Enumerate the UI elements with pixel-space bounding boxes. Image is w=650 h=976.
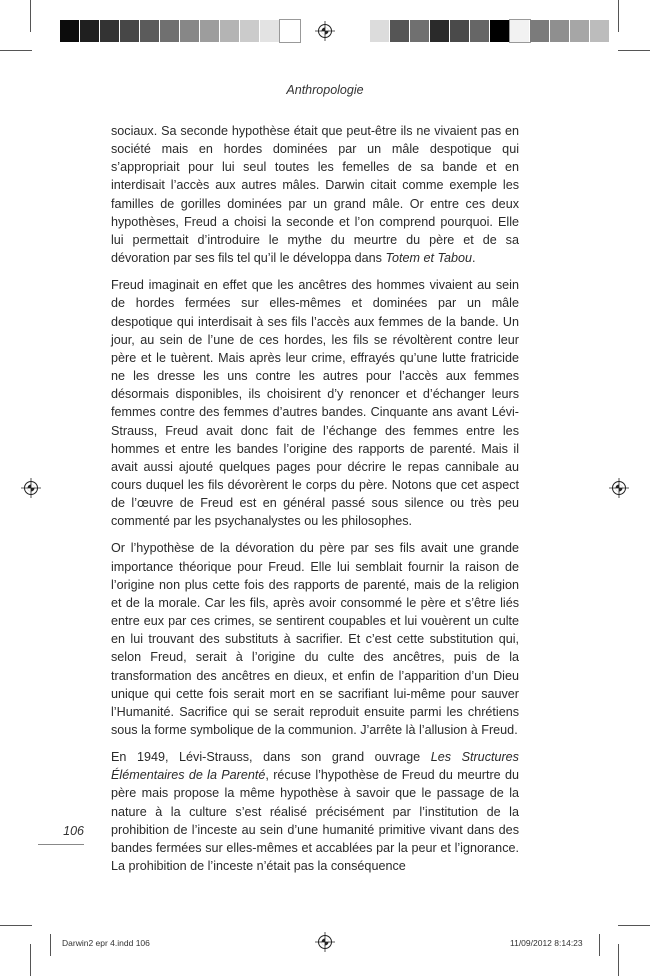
crop-mark <box>618 925 650 926</box>
color-swatch <box>180 20 200 42</box>
color-swatch <box>220 20 240 42</box>
registration-target-icon <box>315 21 335 41</box>
color-swatch <box>60 20 80 42</box>
registration-target-icon <box>21 478 41 498</box>
italic-title: Les Structures Élémentaires de la Parenté <box>111 750 519 783</box>
crop-mark <box>618 50 650 51</box>
color-swatch <box>80 20 100 42</box>
running-head: Anthropologie <box>286 83 364 97</box>
text-run: Freud imaginait en effet que les ancêtres des hommes vivaient au sein de hordes fermées sur elles-mêmes et dominées par un mâle despotique qui interdisait à ses fils l’accès aux femmes de la bande. Un jour, au sein de l’une de ces hordes, les fils se révoltèrent contre leur père et le tuèrent. Mais après leur crime, effrayés qu’une lutte fratricide ne les dresse les uns contre les autres pour l’accès aux femmes désormais disponibles, ils choisirent d’y renoncer et d’échanger leurs femmes contre des femmes d’autres bandes. Cinquante ans avant Lévi-Strauss, Freud avait donc fait de l’échange des femmes entre les hommes et entre les bandes l’origine des rapports de parenté. Mais il avait aussi ajouté quelques pages pour décrire le repas cannibale au cours duquel les fils dévorèrent le corps du père. Notons que cet aspect de l’œuvre de Freud est en général passé sous silence ou très peu commenté par les psychanalystes ou les philosophes. <box>111 278 519 529</box>
text-run: Or l’hypothèse de la dévoration du père par ses fils avait une grande importance théorique pour Freud. Elle lui semblait fournir la raison de l’origine non plus cette fois des rapports de parenté, mais de la religion et de la morale. Car les fils, après avoir consommé le père et s’être liés entre eux par ces crimes, se sentirent coupables et lui vouèrent un culte en lui trouvant des substituts à sacrifier. Et c’est cette substitution qui, selon Freud, serait à l’origine du culte des ancêtres, puis de la transformation des ancêtres en dieux, et enfin de l’apparition d’un Dieu unique qui cette fois serait mort en se sacrifiant lui-même pour sauver l’Humanité. Sacrifice qui se serait reproduit ensuite parmi les chrétiens sous la forme symbolique de la communion. J’arrête là l’allusion à Freud. <box>111 541 519 737</box>
color-swatch <box>280 20 300 42</box>
paragraph <box>111 539 519 739</box>
color-swatch <box>530 20 550 42</box>
text-run: . <box>472 251 476 266</box>
body-text <box>111 122 519 884</box>
crop-mark <box>30 944 31 976</box>
crop-mark <box>0 50 32 51</box>
color-swatch <box>120 20 140 42</box>
color-swatch <box>260 20 280 42</box>
color-swatch <box>570 20 590 42</box>
color-swatch <box>590 20 610 42</box>
folio-rule <box>38 844 84 845</box>
crop-mark <box>618 944 619 976</box>
color-swatch <box>510 20 530 42</box>
paragraph <box>111 748 519 875</box>
color-swatch <box>140 20 160 42</box>
color-swatch <box>490 20 510 42</box>
text-run: sociaux. Sa seconde hypothèse était que peut-être ils ne vivaient pas en société mais en hordes dominées par un mâle despotique qui s’appropriait pour lui seul toutes les femelles de sa bande et en interdisait l’accès aux autres mâles. Darwin citait comme exemple les familles de gorilles dominées par un grand mâle. Or entre ces deux hypothèses, Freud a choisi la seconde et l’on comprend pourquoi. Elle lui permettait d’introduire le mythe du meurtre du père et de sa dévoration par ses fils tel qu’il le développa dans <box>111 124 519 266</box>
registration-target-icon <box>315 932 335 952</box>
text-run: , récuse l’hypothèse de Freud du meurtre du père mais propose la même hypothèse à savoir que le passage de la nature à la culture s’est réalisé précisément par l’institution de la prohibition de l’inceste au sein d’une humanité primitive vivant dans des bandes fermées sur elles-mêmes et accablées par la peur et l’ignorance. La prohibition de l’inceste n’était pas la conséquence <box>111 768 519 874</box>
text-run: En 1949, Lévi-Strauss, dans son grand ouvrage <box>111 750 431 765</box>
crop-mark <box>599 934 600 956</box>
crop-mark <box>618 0 619 32</box>
color-swatch <box>410 20 430 42</box>
crop-mark <box>0 925 32 926</box>
crop-mark <box>50 934 51 956</box>
crop-mark <box>30 0 31 32</box>
color-swatch <box>200 20 220 42</box>
italic-title: Totem et Tabou <box>385 251 473 266</box>
color-swatch <box>240 20 260 42</box>
color-swatch <box>450 20 470 42</box>
color-swatch <box>370 20 390 42</box>
color-bar-left <box>60 20 300 42</box>
registration-target-icon <box>609 478 629 498</box>
page-number: 106 <box>63 824 84 838</box>
slug-timestamp: 11/09/2012 8:14:23 <box>510 938 583 948</box>
color-bar-right <box>370 20 610 42</box>
color-swatch <box>470 20 490 42</box>
color-swatch <box>550 20 570 42</box>
color-swatch <box>390 20 410 42</box>
paragraph <box>111 276 519 530</box>
color-swatch <box>160 20 180 42</box>
slug-filename: Darwin2 epr 4.indd 106 <box>62 938 150 948</box>
color-swatch <box>430 20 450 42</box>
paragraph <box>111 122 519 267</box>
color-swatch <box>100 20 120 42</box>
